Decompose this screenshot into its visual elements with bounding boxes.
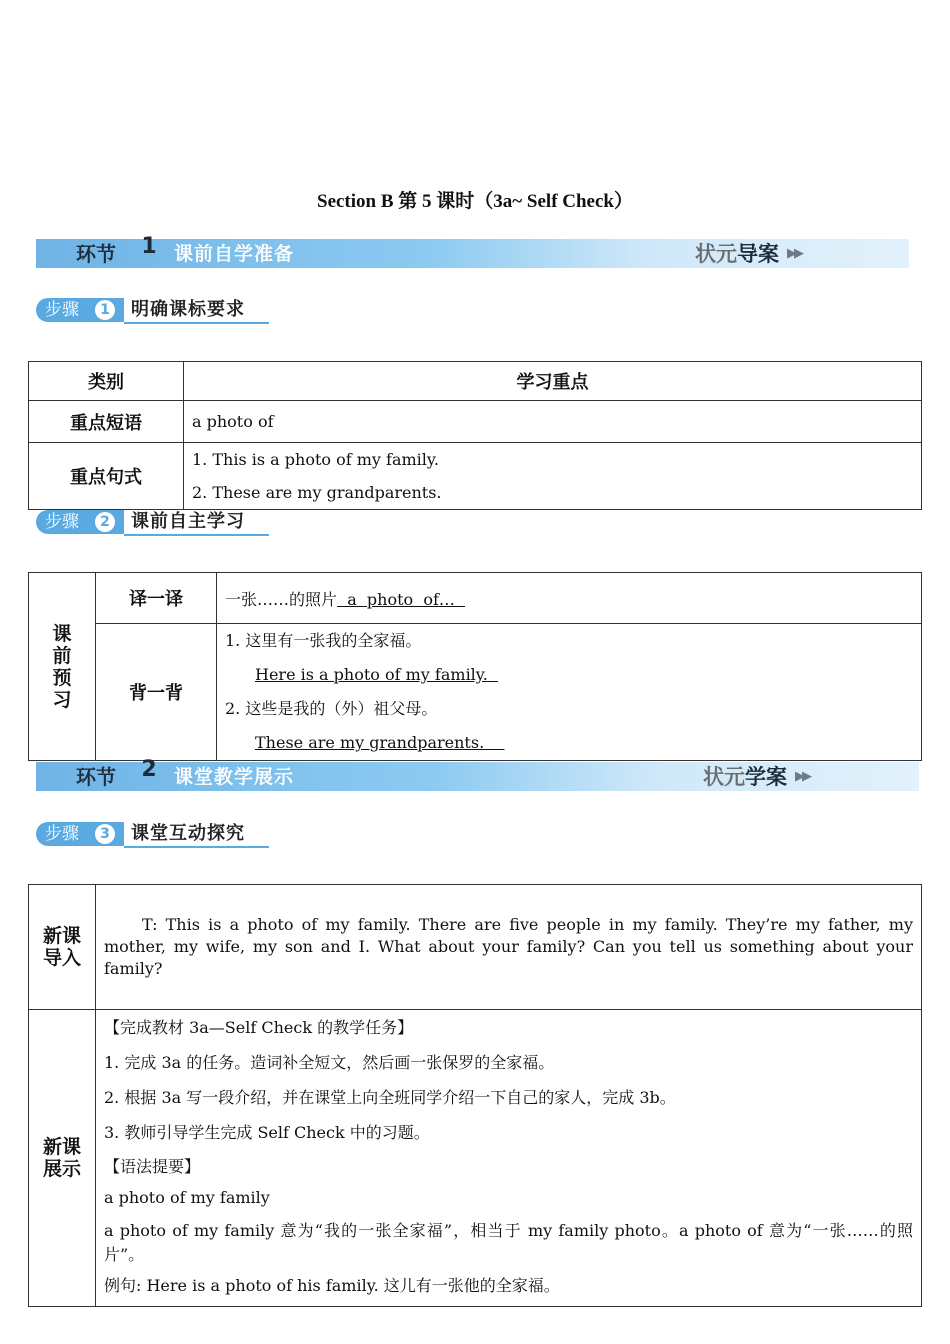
step-underline: [124, 846, 269, 848]
recite-q1: 1. 这里有一张我的全家福。: [225, 631, 422, 650]
step-number: 3: [95, 824, 115, 844]
show-line-1: 【完成教材 3a—Self Check 的教学任务】: [104, 1018, 414, 1037]
step-number: 1: [95, 300, 115, 320]
show-cell: [96, 1010, 922, 1307]
show-line-8: 例句: Here is a photo of his family. 这儿有一张他的全家福。: [104, 1276, 560, 1295]
double-arrow-icon: ▶▶: [795, 769, 809, 784]
preview-table: [28, 572, 922, 761]
translate-answer: a photo of…: [337, 589, 466, 609]
banner-label: 环节: [76, 765, 116, 789]
double-arrow-icon: ▶▶: [787, 246, 801, 261]
intro-text: T: This is a photo of my family. There are five people in my family. They’re my father, my mother, my wife, my son and I. What about your family? Can you tell us something about your family?: [104, 915, 913, 978]
classroom-table: [28, 884, 922, 1307]
step-title: 明确课标要求: [131, 299, 245, 320]
show-line-5: 【语法提要】: [104, 1157, 201, 1176]
preview-side-label: [29, 573, 96, 761]
step-word: 步骤: [36, 822, 124, 846]
recite-label: 背一背: [96, 624, 217, 761]
intro-label-text: 新课导入: [42, 925, 81, 969]
step-number: 2: [95, 512, 115, 532]
preview-side-text: 课前预习: [52, 622, 72, 711]
step-title: 课堂互动探究: [131, 823, 245, 844]
show-line-3: 2. 根据 3a 写一段介绍，并在课堂上向全班同学介绍一下自己的家人，完成 3b。: [104, 1088, 676, 1107]
row-value-sentences: [184, 443, 922, 510]
step-word: 步骤: [36, 510, 124, 534]
show-label: [29, 1010, 96, 1307]
step-underline: [124, 322, 269, 324]
show-line-6: a photo of my family: [104, 1188, 270, 1207]
table-header-category: 类别: [29, 362, 184, 401]
step-badge-2: [36, 510, 276, 536]
sentence-line-1: 1. This is a photo of my family.: [192, 450, 439, 469]
section-banner-2: [36, 757, 919, 791]
table-header-focus: 学习重点: [184, 362, 922, 401]
brand-dark: 导案: [737, 242, 779, 266]
banner-number: 2: [141, 757, 157, 782]
show-line-2: 1. 完成 3a 的任务。造词补全短文，然后画一张保罗的全家福。: [104, 1053, 555, 1072]
banner-subtitle: 课前自学准备: [174, 243, 295, 265]
row-label-phrases: 重点短语: [29, 401, 184, 443]
translate-label: 译一译: [96, 573, 217, 624]
row-value-phrases: a photo of: [184, 401, 922, 443]
recite-q2: 2. 这些是我的（外）祖父母。: [225, 699, 438, 718]
section-banner-1: [36, 234, 909, 268]
banner-brand: [703, 762, 787, 792]
banner-brand: [695, 239, 779, 269]
recite-a2: These are my grandparents.: [255, 733, 485, 752]
step-badge-3: [36, 822, 276, 848]
show-label-text: 新课展示: [42, 1136, 81, 1180]
translate-prompt: 一张……的照片: [225, 589, 338, 609]
brand-light: 状元: [703, 765, 745, 789]
step-badge-1: [36, 298, 276, 324]
banner-label: 环节: [76, 242, 116, 266]
sentence-line-2: 2. These are my grandparents.: [192, 483, 442, 502]
page-title: Section B 第 5 课时（3a~ Self Check）: [317, 191, 633, 212]
show-line-4: 3. 教师引导学生完成 Self Check 中的习题。: [104, 1123, 430, 1142]
recite-cell: [217, 624, 922, 761]
row-label-sentences: [29, 443, 184, 510]
translate-cell: [217, 573, 922, 624]
key-points-table: [28, 361, 922, 510]
intro-label: [29, 885, 96, 1010]
intro-cell: [96, 885, 922, 1010]
row-label-sentences-text: 重点句式: [70, 467, 142, 488]
banner-subtitle: 课堂教学展示: [174, 766, 295, 788]
show-line-7: a photo of my family 意为“我的一张全家福”，相当于 my family photo。a photo of 意为“一张……的照片”。: [104, 1221, 913, 1264]
step-title: 课前自主学习: [131, 511, 245, 532]
banner-number: 1: [141, 234, 157, 259]
brand-light: 状元: [695, 242, 737, 266]
step-word: 步骤: [36, 298, 124, 322]
recite-a1: Here is a photo of my family.: [255, 665, 488, 684]
brand-dark: 学案: [745, 765, 787, 789]
step-underline: [124, 534, 269, 536]
